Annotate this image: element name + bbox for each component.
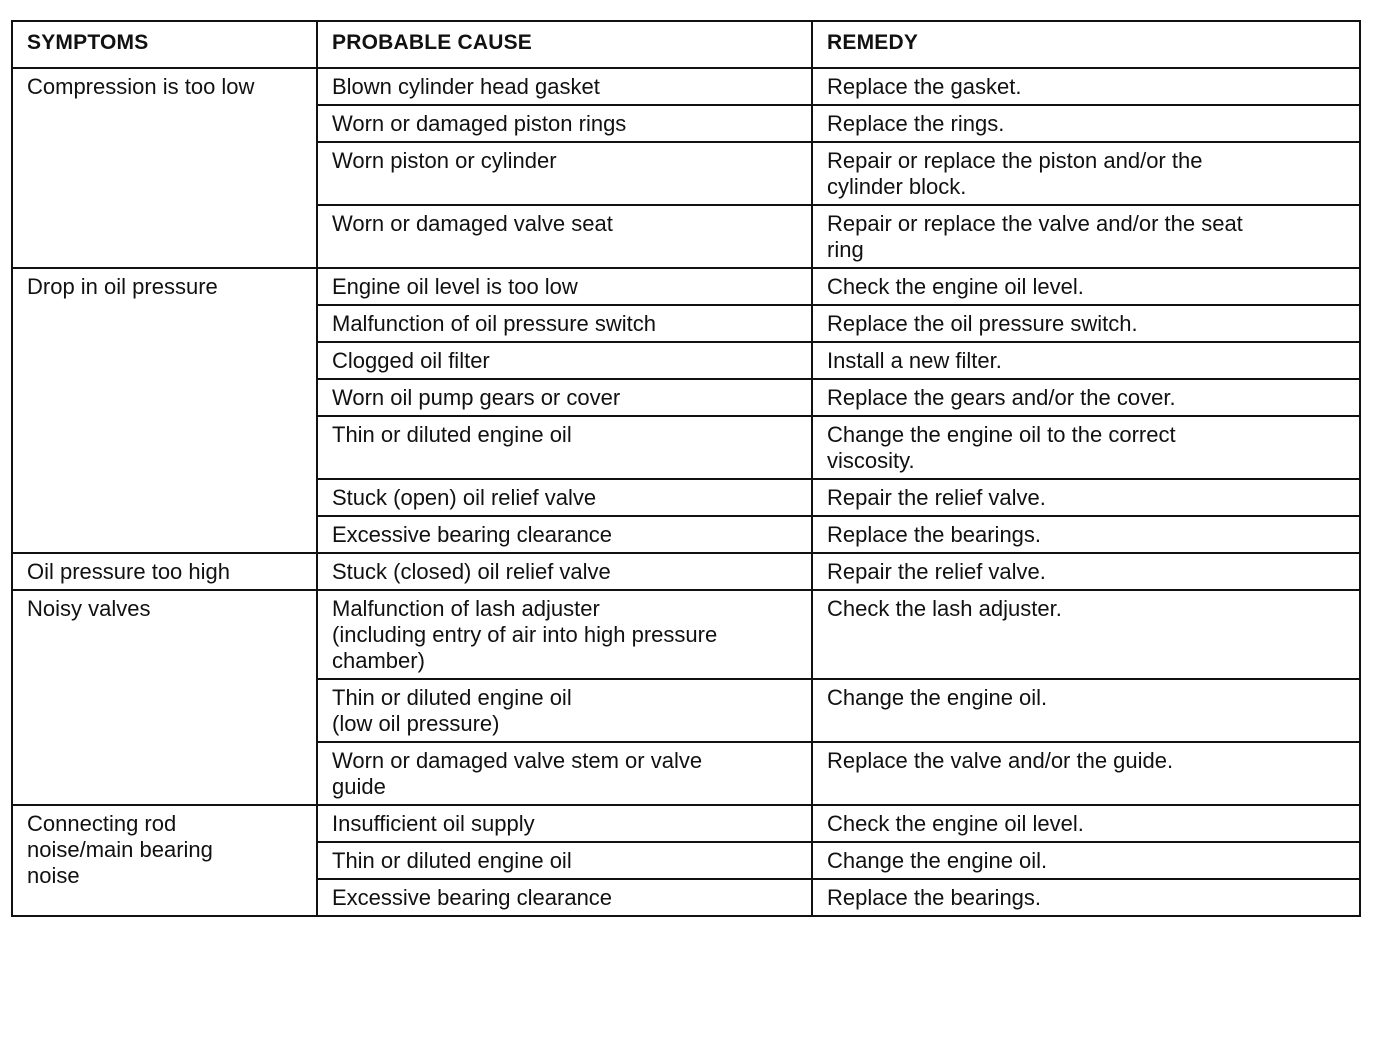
remedy-cell: Change the engine oil.: [812, 842, 1360, 879]
remedy-cell: Repair the relief valve.: [812, 553, 1360, 590]
table-row: [12, 590, 1360, 679]
remedy-cell: Replace the rings.: [812, 105, 1360, 142]
remedy-cell: Repair the relief valve.: [812, 479, 1360, 516]
troubleshooting-table: [11, 20, 1361, 917]
remedy-cell: Check the engine oil level.: [812, 805, 1360, 842]
symptom-cell: Noisy valves: [12, 590, 317, 805]
remedy-cell: Check the lash adjuster.: [812, 590, 1360, 679]
remedy-cell: Replace the gasket.: [812, 68, 1360, 105]
remedy-cell: Install a new filter.: [812, 342, 1360, 379]
symptom-cell: Oil pressure too high: [12, 553, 317, 590]
probable-cause-cell: Malfunction of lash adjuster (including entry of air into high pressure chamber): [317, 590, 812, 679]
probable-cause-cell: Worn or damaged valve seat: [317, 205, 812, 268]
table-body: [12, 68, 1360, 916]
probable-cause-cell: Stuck (closed) oil relief valve: [317, 553, 812, 590]
table-row: [12, 805, 1360, 842]
table-row: [12, 68, 1360, 105]
remedy-cell: Check the engine oil level.: [812, 268, 1360, 305]
probable-cause-cell: Blown cylinder head gasket: [317, 68, 812, 105]
probable-cause-cell: Excessive bearing clearance: [317, 879, 812, 916]
remedy-cell: Replace the bearings.: [812, 879, 1360, 916]
remedy-cell: Repair or replace the piston and/or the cylinder block.: [812, 142, 1360, 205]
probable-cause-cell: Engine oil level is too low: [317, 268, 812, 305]
remedy-cell: Change the engine oil.: [812, 679, 1360, 742]
probable-cause-cell: Excessive bearing clearance: [317, 516, 812, 553]
symptom-cell: Drop in oil pressure: [12, 268, 317, 553]
remedy-cell: Replace the valve and/or the guide.: [812, 742, 1360, 805]
header-row: [12, 21, 1360, 68]
probable-cause-cell: Worn oil pump gears or cover: [317, 379, 812, 416]
probable-cause-cell: Thin or diluted engine oil (low oil pressure): [317, 679, 812, 742]
header-symptoms: SYMPTOMS: [12, 21, 317, 68]
table-row: [12, 553, 1360, 590]
header-probable-cause: PROBABLE CAUSE: [317, 21, 812, 68]
probable-cause-cell: Malfunction of oil pressure switch: [317, 305, 812, 342]
probable-cause-cell: Worn piston or cylinder: [317, 142, 812, 205]
remedy-cell: Replace the gears and/or the cover.: [812, 379, 1360, 416]
probable-cause-cell: Thin or diluted engine oil: [317, 842, 812, 879]
probable-cause-cell: Worn or damaged valve stem or valve guide: [317, 742, 812, 805]
probable-cause-cell: Insufficient oil supply: [317, 805, 812, 842]
probable-cause-cell: Thin or diluted engine oil: [317, 416, 812, 479]
symptom-cell: Connecting rod noise/main bearing noise: [12, 805, 317, 916]
probable-cause-cell: Clogged oil filter: [317, 342, 812, 379]
remedy-cell: Replace the oil pressure switch.: [812, 305, 1360, 342]
remedy-cell: Replace the bearings.: [812, 516, 1360, 553]
probable-cause-cell: Stuck (open) oil relief valve: [317, 479, 812, 516]
symptom-cell: Compression is too low: [12, 68, 317, 268]
probable-cause-cell: Worn or damaged piston rings: [317, 105, 812, 142]
remedy-cell: Repair or replace the valve and/or the seat ring: [812, 205, 1360, 268]
header-remedy: REMEDY: [812, 21, 1360, 68]
table-row: [12, 268, 1360, 305]
remedy-cell: Change the engine oil to the correct viscosity.: [812, 416, 1360, 479]
